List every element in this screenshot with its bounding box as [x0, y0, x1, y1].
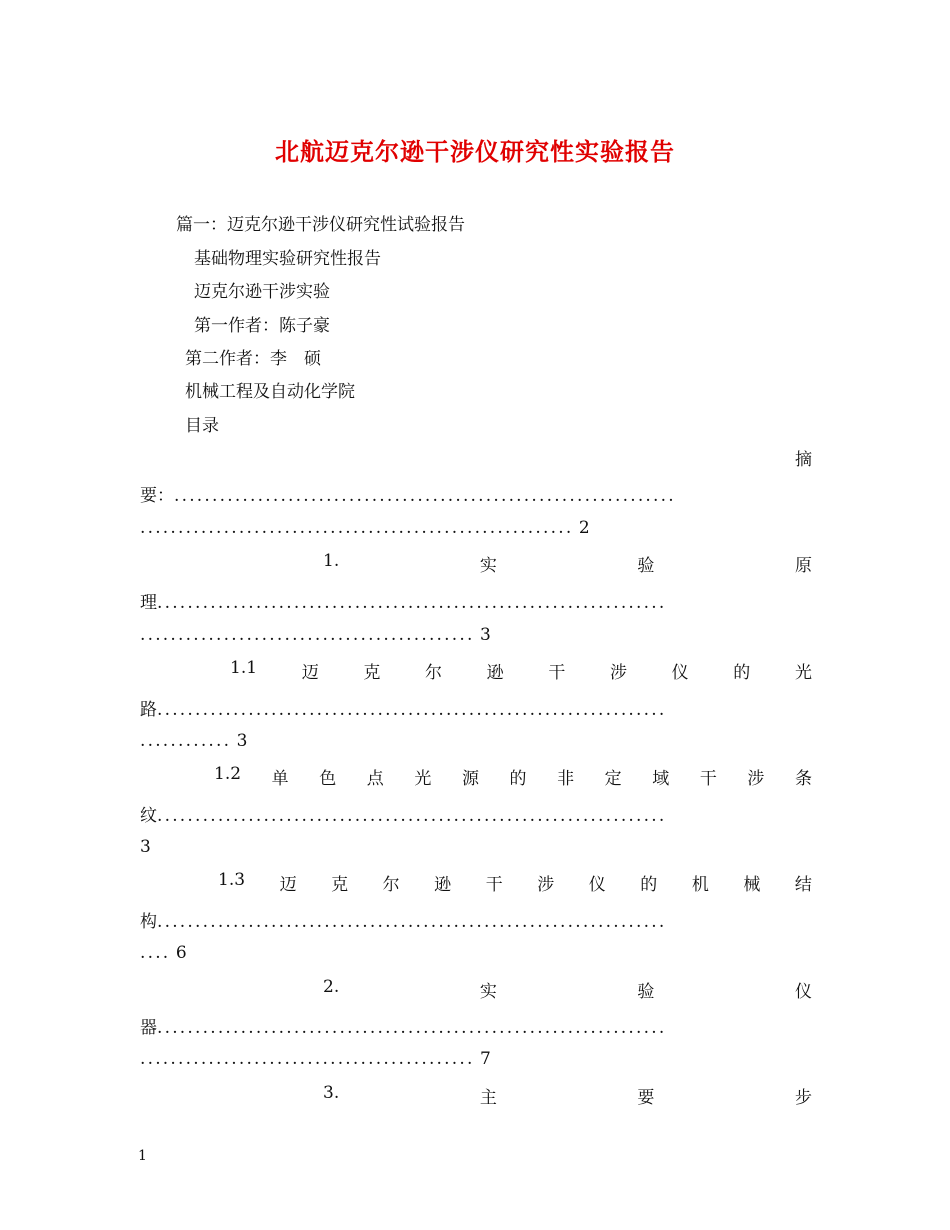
toc-entry-1-2-page: 3 — [140, 837, 151, 857]
toc-token: 单 — [271, 769, 289, 789]
toc-abstract-label: 要： — [140, 486, 174, 506]
toc-abstract-line — [140, 481, 812, 506]
toc-token: 涉 — [609, 663, 627, 683]
dot-leader: ................................................................... — [157, 1018, 667, 1038]
toc-token: 械 — [743, 875, 761, 895]
page-number: 1 — [138, 1148, 147, 1164]
intro-line-6: 机械工程及自动化学院 — [185, 382, 355, 402]
toc-token: 光 — [414, 769, 432, 789]
toc-token: 涉 — [747, 769, 765, 789]
toc-token: 主 — [479, 1088, 497, 1108]
toc-token: 验 — [637, 982, 655, 1002]
intro-line-1: 篇一：迈克尔逊干涉仪研究性试验报告 — [176, 215, 465, 235]
toc-token: 尔 — [382, 875, 400, 895]
toc-token: 非 — [557, 769, 575, 789]
toc-entry-1-page: 3 — [479, 625, 491, 645]
toc-token: 的 — [640, 875, 658, 895]
toc-abstract-page: 2 — [578, 518, 590, 538]
toc-token: 要 — [637, 1088, 655, 1108]
toc-heading: 目录 — [185, 416, 219, 436]
toc-tail: 理 — [140, 593, 157, 613]
toc-token: 原 — [794, 556, 812, 576]
dot-leader: .................................................................. — [174, 486, 676, 506]
dot-leader: .... — [140, 943, 171, 963]
toc-entry-1-3-page-line — [140, 943, 812, 963]
toc-tail: 纹 — [140, 806, 157, 826]
dot-leader: ......................................................... — [140, 518, 574, 538]
dot-leader: ............ — [140, 731, 232, 751]
toc-token: 逊 — [434, 875, 452, 895]
toc-token: 条 — [794, 769, 812, 789]
toc-token: 实 — [479, 982, 497, 1002]
toc-entry-1 — [323, 551, 812, 576]
toc-token: 尔 — [425, 663, 443, 683]
toc-token: 迈 — [279, 875, 297, 895]
toc-token: 的 — [733, 663, 751, 683]
dot-leader: ............................................ — [140, 1049, 475, 1069]
toc-entry-2-page: 7 — [479, 1049, 491, 1069]
intro-line-3: 迈克尔逊干涉实验 — [194, 282, 330, 302]
toc-token: 验 — [637, 556, 655, 576]
toc-tail: 器 — [140, 1018, 157, 1038]
dot-leader: ................................................................... — [157, 912, 667, 932]
toc-entry-2-page-line — [140, 1049, 812, 1069]
toc-token: 迈 — [301, 663, 319, 683]
toc-token: 步 — [794, 1088, 812, 1108]
toc-token: 仪 — [671, 663, 689, 683]
toc-token: 实 — [479, 556, 497, 576]
toc-token: 机 — [691, 875, 709, 895]
intro-line-4: 第一作者：陈子豪 — [194, 316, 330, 336]
toc-token: 仪 — [794, 982, 812, 1002]
toc-token: 干 — [548, 663, 566, 683]
toc-token: 点 — [366, 769, 384, 789]
toc-token: 2. — [323, 977, 340, 997]
page-title: 北航迈克尔逊干涉仪研究性实验报告 — [275, 137, 675, 166]
toc-token: 色 — [319, 769, 337, 789]
toc-entry-2 — [323, 977, 812, 1002]
toc-token: 源 — [461, 769, 479, 789]
toc-token: 定 — [604, 769, 622, 789]
intro-line-2: 基础物理实验研究性报告 — [194, 249, 381, 269]
dot-leader: ................................................................... — [157, 806, 667, 826]
dot-leader: ............................................ — [140, 625, 475, 645]
dot-leader: ................................................................... — [157, 593, 667, 613]
toc-token: 逊 — [486, 663, 504, 683]
toc-entry-1-page-line — [140, 625, 812, 645]
toc-entry-1-2-page-line — [140, 837, 812, 857]
intro-line-5: 第二作者：李 硕 — [185, 349, 321, 369]
toc-token: 仪 — [588, 875, 606, 895]
toc-token: 1. — [323, 551, 340, 571]
toc-token: 光 — [794, 663, 812, 683]
toc-abstract-page-line — [140, 518, 812, 538]
toc-entry-1-1-page-line — [140, 731, 812, 751]
toc-token: 干 — [699, 769, 717, 789]
toc-entry-1-leader — [140, 588, 812, 613]
toc-abstract-char: 摘 — [795, 450, 812, 470]
toc-entry-1-2-leader — [140, 801, 812, 826]
toc-token: 的 — [509, 769, 527, 789]
toc-entry-1-3-leader — [140, 907, 812, 932]
toc-token: 1.1 — [230, 658, 258, 678]
toc-entry-3 — [323, 1083, 812, 1108]
toc-entry-1-1-leader — [140, 695, 812, 720]
toc-token: 克 — [363, 663, 381, 683]
toc-token: 1.2 — [214, 764, 242, 784]
toc-token: 涉 — [537, 875, 555, 895]
toc-entry-2-leader — [140, 1013, 812, 1038]
toc-tail: 构 — [140, 912, 157, 932]
toc-token: 1.3 — [218, 870, 246, 890]
toc-entry-1-2 — [214, 764, 812, 789]
toc-token: 3. — [323, 1083, 340, 1103]
toc-token: 域 — [652, 769, 670, 789]
toc-tail: 路 — [140, 700, 157, 720]
toc-token: 结 — [794, 875, 812, 895]
toc-entry-1-1-page: 3 — [236, 731, 248, 751]
toc-entry-1-3 — [218, 870, 812, 895]
dot-leader: ................................................................... — [157, 700, 667, 720]
toc-entry-1-3-page: 6 — [175, 943, 187, 963]
toc-token: 干 — [485, 875, 503, 895]
toc-token: 克 — [331, 875, 349, 895]
toc-entry-1-1 — [230, 658, 812, 683]
